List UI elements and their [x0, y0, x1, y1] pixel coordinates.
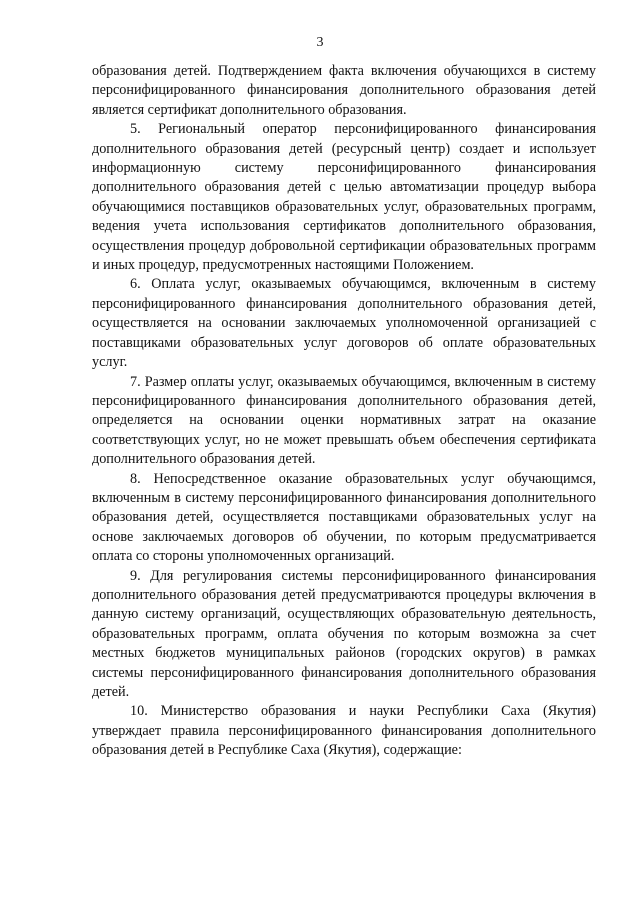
- paragraph-item-7: 7. Размер оплаты услуг, оказываемых обучающимся, включенным в систему персонифицированного финансирования дополнительного образования детей, определяется на основании оценки нормативных затрат на оказание соответствующих услуг, но не может превышать объем обеспечения сертификата дополнительного образования детей.: [92, 373, 596, 468]
- paragraph-item-8: 8. Непосредственное оказание образовательных услуг обучающимся, включенным в систему персонифицированного финансирования дополнительного образования детей, осуществляется поставщиками образовательных услуг на основе заключаемых договоров об обучении, по которым предусматривается оплата со стороны уполномоченных организаций.: [92, 470, 596, 565]
- paragraph-item-10: 10. Министерство образования и науки Республики Саха (Якутия) утверждает правила персонифицированного финансирования дополнительного образования детей в Республике Саха (Якутия), содержащие:: [92, 703, 596, 759]
- page-number: 3: [316, 35, 324, 50]
- document-body: [92, 62, 596, 761]
- paragraph-item-5: 5. Региональный оператор персонифицированного финансирования дополнительного образования детей (ресурсный центр) создает и использует информационную систему персонифицированного финансирования дополнительного образования детей с целью автоматизации процедур выбора обучающимися поставщиков образовательных услуг, образовательных программ, ведения учета использования сертификатов дополнительного образования, осуществления процедур добровольной сертификации образовательных программ и иных процедур, предусмотренных настоящими Положением.: [92, 121, 596, 274]
- paragraph-item-6: 6. Оплата услуг, оказываемых обучающимся, включенным в систему персонифицированного финансирования дополнительного образования детей, осуществляется на основании заключаемых уполномоченной организацией с поставщиками образовательных услуг договоров об оплате образовательных услуг.: [92, 276, 596, 371]
- paragraph-item-9: 9. Для регулирования системы персонифицированного финансирования дополнительного образования детей предусматриваются процедуры включения в данную систему организаций, осуществляющих образовательную деятельность, образовательных программ, оплата обучения по которым возможна за счет местных бюджетов муниципальных районов (городских округов) в рамках системы персонифицированного финансирования дополнительного образования детей.: [92, 567, 596, 700]
- paragraph-continuation: образования детей. Подтверждением факта включения обучающихся в систему персонифицированного финансирования дополнительного образования детей является сертификат дополнительного образования.: [92, 63, 596, 118]
